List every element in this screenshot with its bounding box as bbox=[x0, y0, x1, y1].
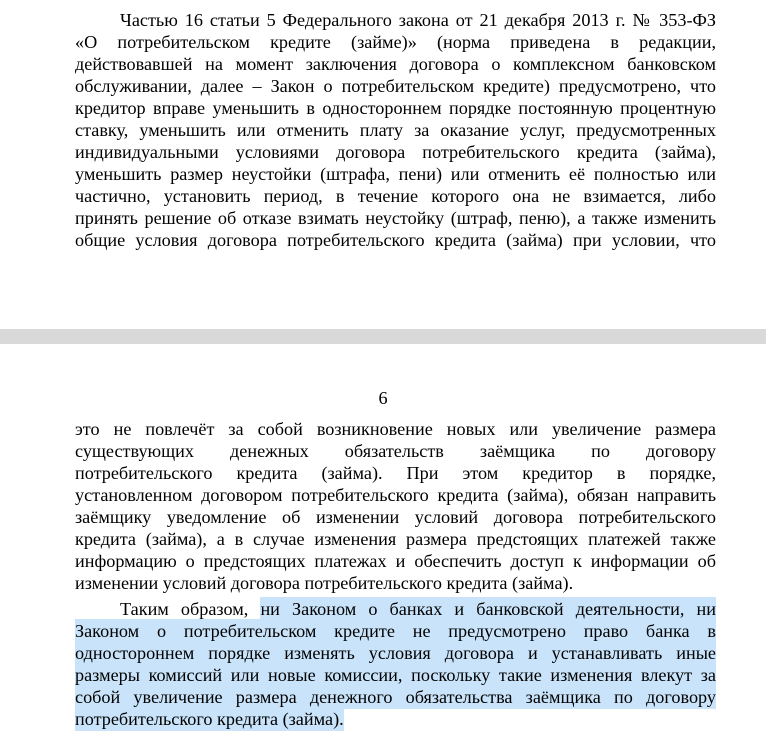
text-line: «О потребительском кредите (займе)» (норма приведена в редакции, bbox=[75, 32, 716, 52]
text-line: это не повлечёт за собой возникновение новых или увеличение размера bbox=[75, 419, 716, 439]
text-line: обслуживании, далее – Закон о потребительском кредите) предусмотрено, что bbox=[75, 76, 716, 96]
text-line: общие условия договора потребительского кредита (займа) при условии, что bbox=[75, 230, 716, 250]
text-line: ставку, уменьшить или отменить плату за оказание услуг, предусмотренных bbox=[75, 120, 716, 140]
page-separator bbox=[0, 329, 766, 344]
selected-text-line[interactable] bbox=[75, 708, 716, 730]
document-page-top bbox=[0, 0, 766, 329]
text-line: индивидуальными условиями договора потребительского кредита (займа), bbox=[75, 142, 716, 162]
text-line: изменении условий договора потребительского кредита (займа). bbox=[75, 573, 574, 593]
selected-text[interactable]: одностороннем порядке изменять условия договора и устанавливать иные bbox=[75, 643, 716, 663]
text-line: заёмщику уведомление об изменении условий договора потребительского bbox=[75, 507, 716, 527]
text-line: кредита (займа), а в случае изменения размера предстоящих платежей также bbox=[75, 529, 716, 549]
text-line: существующих денежных обязательств заёмщика по договору bbox=[75, 441, 716, 461]
text-line: информацию о предстоящих платежах и обеспечить доступ к информации об bbox=[75, 551, 716, 571]
text-line: действовавшей на момент заключения договора о комплексном банковском bbox=[75, 54, 716, 74]
selected-text-line[interactable] bbox=[75, 686, 716, 708]
selected-text[interactable]: потребительского кредита (займа). bbox=[75, 709, 344, 729]
lead-text: Таким образом, bbox=[120, 599, 261, 619]
selected-text-line[interactable] bbox=[75, 620, 716, 642]
page-number: 6 bbox=[378, 388, 388, 408]
text-line: уменьшить размер неустойки (штрафа, пени) или отменить её полностью или bbox=[75, 164, 716, 184]
text-line: кредитор вправе уменьшить в одностороннем порядке постоянную процентную bbox=[75, 98, 716, 118]
text-line: принять решение об отказе взимать неустойку (штраф, пеню), а также изменить bbox=[75, 208, 716, 228]
selected-text[interactable]: Законом о потребительском кредите не предусмотрено право банка в bbox=[75, 621, 716, 641]
selected-text-line[interactable] bbox=[75, 642, 716, 664]
selected-text[interactable]: собой увеличение размера денежного обязательства заёмщика по договору bbox=[75, 687, 716, 707]
selected-text-line[interactable] bbox=[75, 664, 716, 686]
text-line: частично, установить период, в течение которого она не взимается, либо bbox=[75, 186, 716, 206]
selected-text[interactable]: ни Законом о банках и банковской деятельности, ни bbox=[260, 599, 716, 619]
selected-text[interactable]: размеры комиссий или новые комиссии, поскольку такие изменения влекут за bbox=[75, 665, 716, 685]
text-line-mixed bbox=[120, 598, 716, 620]
text-line: установленном договором потребительского кредита (займа), обязан направить bbox=[75, 485, 716, 505]
text-line: потребительского кредита (займа). При этом кредитор в порядке, bbox=[75, 463, 716, 483]
text-line: Частью 16 статьи 5 Федерального закона от 21 декабря 2013 г. № 353-ФЗ bbox=[120, 10, 716, 30]
